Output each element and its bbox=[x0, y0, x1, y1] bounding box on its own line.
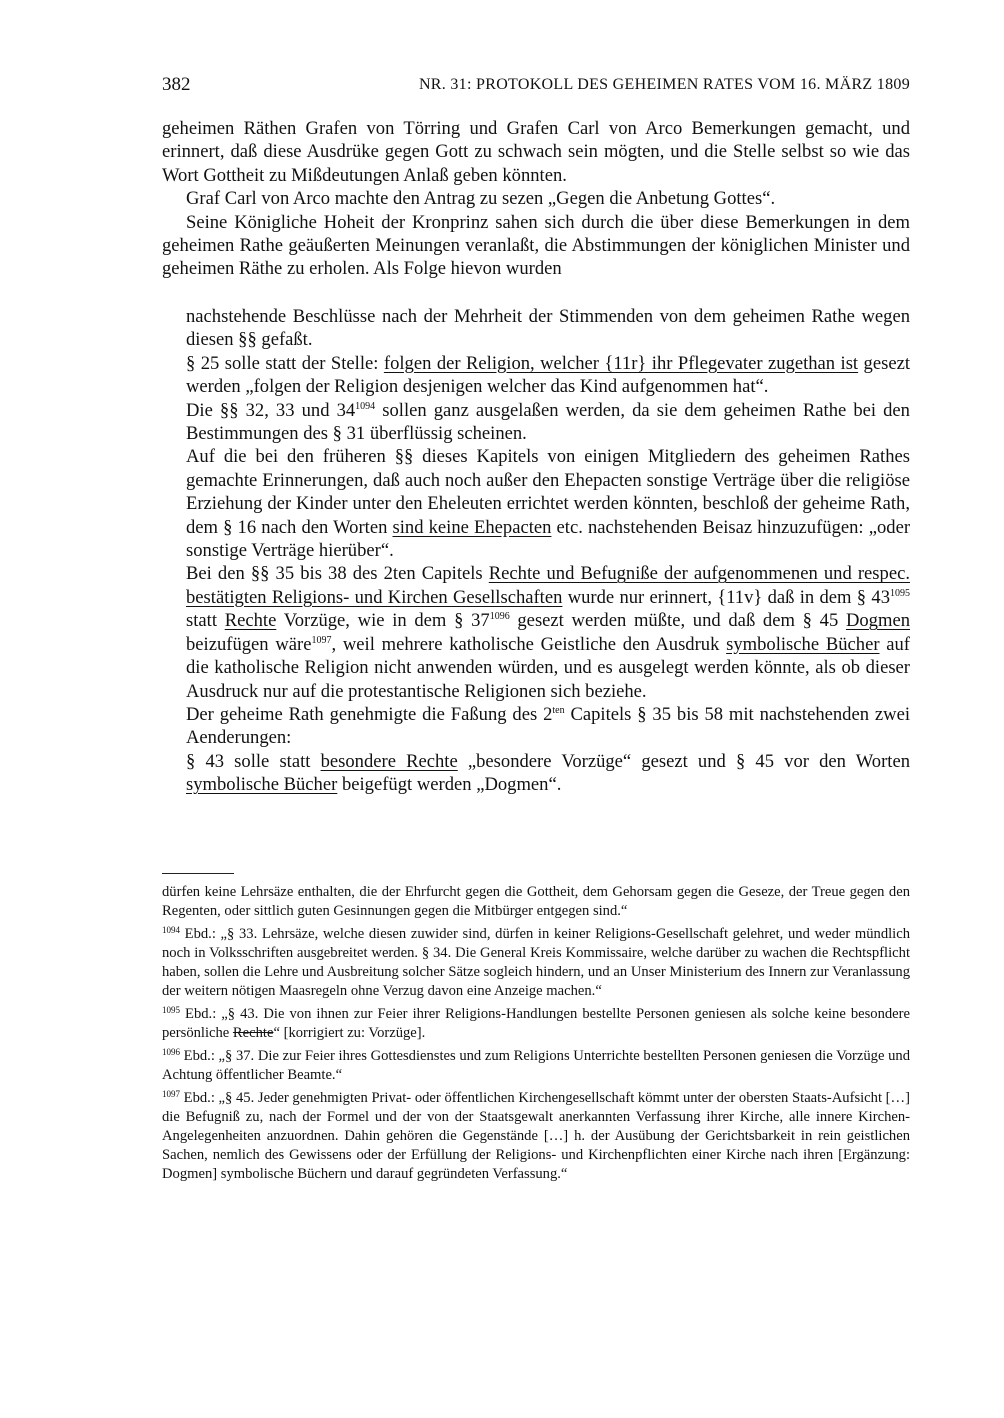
text-run: Bei den §§ 35 bis 38 des 2ten Capitels bbox=[186, 563, 489, 585]
underlined-phrase: sind keine Ehepacten bbox=[392, 516, 552, 538]
footnote-number: 1097 bbox=[162, 1089, 180, 1099]
text-run: „besondere Vorzüge“ gesezt und § 45 vor den Worten bbox=[457, 750, 911, 772]
underlined-phrase: besondere Rechte bbox=[320, 750, 458, 772]
footnotes bbox=[162, 883, 910, 1188]
block-paragraph-1: nachstehende Beschlüsse nach der Mehrheit der Stimmenden von dem geheimen Rathe wegen diesen §§ gefaßt. bbox=[186, 306, 910, 351]
paragraph-3: Seine Königliche Hoheit der Kronprinz sahen sich durch die über diese Bemerkungen in dem geheimen Rathe geäußerten Meinungen veranlaßt, die Abstimmungen der königlichen Minister und geheimen Räthe zu erholen. Als Folge hievon wurden bbox=[162, 211, 910, 280]
text-run: Auf die bei den früheren §§ dieses Kapitels von einigen Mitgliedern des geheimen Rathes gemachte Erinnerungen, daß auch noch außer den Ehepacten sonstige Verträge über die religiöse Erziehung der Kinder unter den Eheleuten errichtet werden könnten, beschloß der geheime Rath, dem § 16 nach den Worten bbox=[186, 446, 910, 538]
footnote-ref: 1097 bbox=[311, 634, 332, 646]
underlined-phrase: symbolische Bücher bbox=[186, 774, 338, 796]
block-paragraph-6 bbox=[186, 703, 910, 750]
text-run: Vorzüge, wie in dem § 37 bbox=[276, 610, 490, 632]
text-run: , weil mehrere katholische Geistliche den Ausdruk bbox=[331, 633, 727, 655]
text-run: auf die katholische Religion nicht anwenden würden, und es ausgelegt werden könnte, als ob dieser Ausdruck nur auf die protestantische Religionen sich beziehe. bbox=[186, 633, 910, 702]
footnote-text: Ebd.: „§ 33. Lehrsäze, welche diesen zuwider sind, dürfen in keiner Religions-Gesellschaft gelehret, und weder mündlich noch in Volksschriften ausgebreitet werden. § 34. Die General Kreis Kommissaire, welche darüber zu wachen die Rechtspflicht haben, sollen die Lehre und Ausbreitung solcher Sätze sogleich hindern, und an Unser Ministerium des Innern zur Veranlassung der weitern nötigen Maasregeln ohne Verzug davon eine Anzeige machen.“ bbox=[162, 926, 910, 999]
block-paragraph-4 bbox=[186, 445, 910, 562]
footnote-separator bbox=[162, 873, 234, 874]
superscript: ten bbox=[552, 704, 565, 716]
main-text bbox=[162, 117, 910, 281]
underlined-phrase: folgen der Religion, welcher {11r} ihr Pflegevater zugethan ist bbox=[383, 352, 859, 374]
footnote-1097 bbox=[162, 1089, 910, 1184]
text-run: wurde nur erinnert, {11v} daß in dem § 43 bbox=[562, 586, 890, 608]
paragraph-2: Graf Carl von Arco machte den Antrag zu sezen „Gegen die Anbetung Gottes“. bbox=[186, 188, 776, 210]
footnote-ref: 1094 bbox=[355, 400, 376, 412]
running-title: NR. 31: PROTOKOLL DES GEHEIMEN RATES VOM 16. MÄRZ 1809 bbox=[418, 76, 910, 93]
block-paragraph-2 bbox=[186, 352, 910, 399]
footnote-continuation: dürfen keine Lehrsäze enthalten, die der Ehrfurcht gegen die Gottheit, dem Gehorsam gegen die Geseze, der Treue gegen den Regenten, oder sittlich guten Gesinnungen gegen die Mitbürger entgegen sind.“ bbox=[162, 884, 910, 919]
page-header bbox=[162, 74, 910, 100]
footnote-number: 1095 bbox=[162, 1005, 180, 1015]
text-run: beizufügen wäre bbox=[186, 633, 312, 655]
footnote-1094 bbox=[162, 925, 910, 1001]
text-run: § 25 solle statt der Stelle: bbox=[186, 352, 384, 374]
block-paragraph-7 bbox=[186, 750, 910, 797]
paragraph-1: geheimen Räthen Grafen von Törring und Grafen Carl von Arco Bemerkungen gemacht, und erinnert, daß diese Ausdrüke gegen Gott zu schwach sein mögten, und die Stelle selbst so wie das Wort Gottheit zu Mißdeutungen Anlaß geben könnten. bbox=[162, 118, 910, 186]
text-run: beigefügt werden „Dogmen“. bbox=[337, 774, 562, 796]
page-number: 382 bbox=[162, 74, 191, 95]
underlined-phrase: Dogmen bbox=[845, 610, 910, 632]
struck-word: Rechte bbox=[232, 1025, 274, 1041]
block-paragraph-3 bbox=[186, 399, 910, 446]
footnote-text: “ [korrigiert zu: Vorzüge]. bbox=[273, 1025, 426, 1041]
footnote-text: Ebd.: „§ 37. Die zur Feier ihres Gottesdienstes und zum Religions Unterrichte bestellten Personen geniesen die Vorzüge und Achtung öffentlicher Beamte.“ bbox=[162, 1048, 910, 1083]
footnote-text: Ebd.: „§ 43. Die von ihnen zur Feier ihrer Religions-Handlungen bestellte Personen geniesen als solche keine besondere persönliche bbox=[162, 1006, 910, 1041]
text-run: Capitels § 35 bis 58 mit nachstehenden zwei Aenderungen: bbox=[186, 703, 910, 749]
underlined-phrase: Rechte und Befugniße der aufgenommenen und respec. bestätigten Religions- und Kirchen Gesellschaften bbox=[186, 563, 910, 608]
footnote-1095 bbox=[162, 1005, 910, 1043]
text-run: etc. nachstehenden Beisaz hinzuzufügen: „oder sonstige Verträge hierüber“. bbox=[186, 516, 911, 562]
footnote-number: 1096 bbox=[162, 1047, 180, 1057]
underlined-phrase: Rechte bbox=[224, 610, 277, 632]
resolution-block bbox=[186, 305, 910, 797]
footnote-text: Ebd.: „§ 45. Jeder genehmigten Privat- oder öffentlichen Kirchengesellschaft kömmt unter der obersten Staats-Aufsicht […] die Befugniß zu, nach der Formel und der von der Staatsgewalt anerkannten Verfassung ihrer Kirche, alle innere Kirchen-Angelegenheiten anzuordnen. Dahin gehören die Gegenstände […] h. der Ausübung der Gerichtsbarkeit in rein geistlichen Sachen, nemlich des Gewissens oder der Erfüllung der Religions- und Kirchenpflichten einer Kirche nach ihren [Ergänzung: Dogmen] symbolische Büchern und darauf gegründeten Verfassung.“ bbox=[162, 1090, 910, 1182]
text-run: Der geheime Rath genehmigte die Faßung des 2 bbox=[186, 703, 553, 725]
footnote-number: 1094 bbox=[162, 925, 180, 935]
text-run: sollen ganz ausgelaßen werden, da sie dem geheimen Rathe bei den Bestimmungen des § 31 überflüssig scheinen. bbox=[186, 399, 910, 445]
text-run: statt bbox=[186, 610, 225, 632]
text-run: Die §§ 32, 33 und 34 bbox=[186, 399, 356, 421]
block-paragraph-5 bbox=[186, 562, 910, 702]
footnote-ref: 1096 bbox=[489, 611, 510, 623]
underlined-phrase: symbolische Bücher bbox=[726, 633, 880, 655]
text-run: § 43 solle statt bbox=[186, 750, 321, 772]
text-run: gesezt werden müßte, und daß dem § 45 bbox=[509, 610, 846, 632]
footnote-1096 bbox=[162, 1047, 910, 1085]
text-run: gesezt werden „folgen der Religion desjenigen welcher das Kind aufgenommen hat“. bbox=[186, 352, 911, 398]
footnote-ref: 1095 bbox=[890, 587, 910, 599]
